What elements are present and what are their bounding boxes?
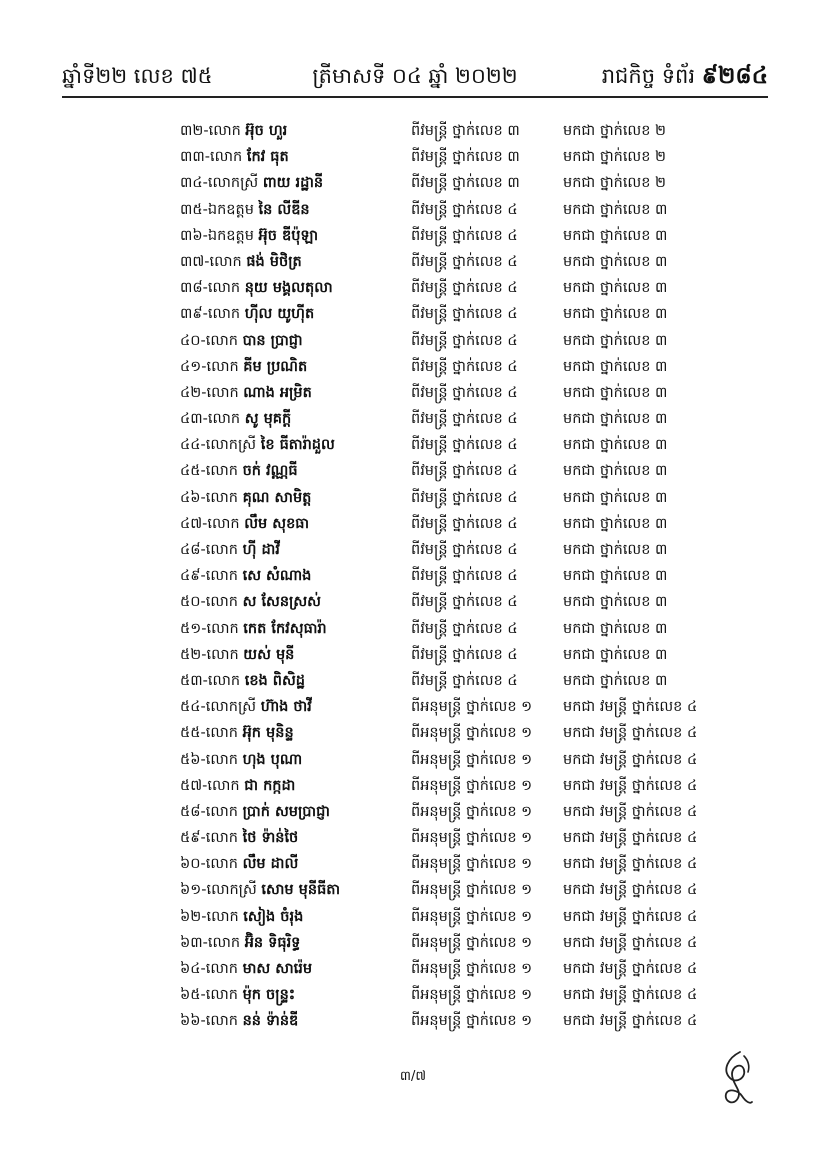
new-rank: មកជា វមន្ត្រី ថ្នាក់លេខ ៤ — [563, 803, 698, 820]
entry-number-title — [180, 1008, 298, 1034]
previous-rank: ពីវមន្ត្រី ថ្នាក់លេខ ៤ — [411, 646, 518, 663]
list-item — [0, 589, 826, 615]
entry-prefix: ៣៩-លោក — [180, 306, 241, 323]
entry-number-title — [180, 511, 309, 537]
entry-number-title — [180, 170, 323, 196]
person-name: ខេង ពិសិដ្ឋ — [244, 672, 305, 689]
new-rank: មកជា ថ្នាក់លេខ ២ — [563, 149, 667, 166]
entry-prefix: ៥៥-លោក — [180, 725, 238, 742]
entry-prefix: ៤៧-លោក — [180, 515, 240, 532]
new-rank: មកជា ថ្នាក់លេខ ៣ — [563, 227, 668, 244]
list-item — [0, 118, 826, 144]
entry-number-title — [180, 747, 302, 773]
previous-rank: ពីវមន្ត្រី ថ្នាក់លេខ ៣ — [411, 123, 520, 139]
entry-prefix: ៥៩-លោក — [180, 830, 238, 847]
previous-rank: ពីវមន្ត្រី ថ្នាក់លេខ ៤ — [411, 515, 518, 532]
list-item — [0, 747, 826, 773]
list-item — [0, 354, 826, 380]
entry-number-title — [180, 773, 295, 799]
list-item — [0, 511, 826, 537]
header-rule — [62, 96, 768, 98]
handwritten-initials-icon — [718, 1048, 756, 1110]
entry-prefix: ៤២-លោក — [180, 384, 239, 401]
person-name: ថៃ ទ៉ាន់ថៃ — [242, 830, 299, 847]
person-name: នៃ លីឌីន — [258, 201, 310, 218]
list-item — [0, 930, 826, 956]
person-name: ហ៊ាង ថាវី — [260, 699, 312, 716]
previous-rank: ពីអនុមន្ត្រី ថ្នាក់លេខ ១ — [411, 751, 533, 768]
list-item — [0, 642, 826, 668]
person-name: ស សែនស្រស់ — [242, 594, 321, 611]
entry-number-title — [180, 694, 312, 720]
new-rank: មកជា វមន្ត្រី ថ្នាក់លេខ ៤ — [563, 856, 698, 873]
entry-number-title — [180, 851, 298, 877]
entry-prefix: ៥៧-លោក — [180, 777, 240, 794]
previous-rank: ពីវមន្ត្រី ថ្នាក់លេខ ៤ — [411, 594, 518, 611]
entry-number-title — [180, 118, 287, 144]
person-name: ចក់ វណ្ណធី — [242, 463, 298, 480]
previous-rank: ពីវមន្ត្រី ថ្នាក់លេខ ៤ — [411, 437, 518, 454]
entry-prefix: ៣៦-ឯកឧត្តម — [180, 227, 254, 244]
new-rank: មកជា វមន្ត្រី ថ្នាក់លេខ ៤ — [563, 777, 698, 794]
person-name: ហ៊ីល យូហ៊ីត — [244, 306, 315, 323]
entry-prefix: ៤៤-លោកស្រី — [180, 437, 257, 454]
list-item — [0, 773, 826, 799]
person-name: កែវ ធុត — [246, 149, 289, 166]
previous-rank: ពីអនុមន្ត្រី ថ្នាក់លេខ ១ — [411, 934, 533, 951]
entry-prefix: ៦១-លោកស្រី — [180, 882, 257, 899]
new-rank: មកជា ថ្នាក់លេខ ៣ — [563, 201, 668, 218]
previous-rank: ពីអនុមន្ត្រី ថ្នាក់លេខ ១ — [411, 961, 533, 977]
entry-prefix: ៦៣-លោក — [180, 934, 241, 951]
entry-number-title — [180, 328, 303, 354]
person-name: គីម ប្រណិត — [243, 358, 308, 375]
entry-prefix: ៦៤-លោក — [180, 961, 238, 977]
entry-prefix: ៤៨-លោក — [180, 542, 238, 558]
entry-prefix: ៣៥-ឯកឧត្តម — [180, 201, 254, 218]
entry-number-title — [180, 354, 307, 380]
quarter-year: ត្រីមាសទី ០៤ ឆ្នាំ ២០២២ — [312, 64, 518, 88]
list-item — [0, 197, 826, 223]
person-name: គុណ សាមិត្ត — [242, 489, 312, 506]
list-item — [0, 877, 826, 903]
entry-number-title — [180, 406, 291, 432]
list-item — [0, 825, 826, 851]
entry-prefix: ៥៦-លោក — [180, 751, 238, 768]
new-rank: មកជា ថ្នាក់លេខ ៣ — [563, 515, 668, 532]
new-rank: មកជា ថ្នាក់លេខ ៣ — [563, 542, 668, 558]
page-ref — [602, 58, 768, 94]
entry-number-title — [180, 458, 298, 484]
entry-prefix: ៣៣-លោក — [180, 149, 243, 166]
previous-rank: ពីវមន្ត្រី ថ្នាក់លេខ ៣ — [411, 175, 520, 192]
new-rank: មកជា វមន្ត្រី ថ្នាក់លេខ ៤ — [563, 908, 698, 925]
entry-number-title — [180, 301, 314, 327]
person-name: ហ៊ី ដាវី — [242, 542, 280, 558]
entry-number-title — [180, 485, 311, 511]
entry-number-title — [180, 982, 295, 1008]
entry-number-title — [180, 877, 340, 903]
person-name: សូ មុគក្តី — [244, 411, 292, 428]
entry-number-title — [180, 197, 310, 223]
entry-prefix: ៥២-លោក — [180, 646, 239, 663]
previous-rank: ពីអនុមន្ត្រី ថ្នាក់លេខ ១ — [411, 725, 533, 742]
list-item — [0, 904, 826, 930]
person-name: ប្រាក់ សមប្រាជ្ញា — [242, 803, 330, 820]
previous-rank: ពីវមន្ត្រី ថ្នាក់លេខ ៤ — [411, 280, 518, 297]
list-item — [0, 616, 826, 642]
entry-number-title — [180, 563, 311, 589]
previous-rank: ពីវមន្ត្រី ថ្នាក់លេខ ៤ — [411, 201, 518, 218]
new-rank: មកជា ថ្នាក់លេខ ៣ — [563, 437, 668, 454]
person-name: លឹម សុខធា — [244, 515, 310, 532]
list-item — [0, 144, 826, 170]
entry-number-title — [180, 642, 294, 668]
new-rank: មកជា ថ្នាក់លេខ ៣ — [563, 280, 668, 297]
list-item — [0, 406, 826, 432]
person-name: ណាង អម្រិត — [243, 384, 312, 401]
previous-rank: ពីអនុមន្ត្រី ថ្នាក់លេខ ១ — [411, 1013, 533, 1030]
previous-rank: ពីវមន្ត្រី ថ្នាក់លេខ ៤ — [411, 672, 518, 689]
new-rank: មកជា ថ្នាក់លេខ ៣ — [563, 306, 668, 323]
entry-prefix: ៤៩-លោក — [180, 568, 238, 585]
list-item — [0, 249, 826, 275]
person-name: សៀង ចំរុង — [243, 908, 304, 925]
gazette-header — [62, 58, 768, 98]
person-name: ម៉ុក ចន្ទ្រះ — [242, 987, 296, 1004]
entry-prefix: ៥០-លោក — [180, 594, 238, 611]
previous-rank: ពីវមន្ត្រី ថ្នាក់លេខ ៤ — [411, 227, 518, 244]
list-item — [0, 223, 826, 249]
new-rank: មកជា ថ្នាក់លេខ ៣ — [563, 568, 668, 585]
entry-prefix: ៤០-លោក — [180, 332, 238, 349]
previous-rank: ពីវមន្ត្រី ថ្នាក់លេខ ៤ — [411, 332, 518, 349]
entry-number-title — [180, 380, 312, 406]
entry-prefix: ៣៨-លោក — [180, 280, 241, 297]
person-name: កេត កែវសុធារ៉ា — [243, 620, 327, 637]
person-name: សោម មុនីធីតា — [261, 882, 341, 899]
new-rank: មកជា ថ្នាក់លេខ ៣ — [563, 594, 668, 611]
previous-rank: ពីវមន្ត្រី ថ្នាក់លេខ ៤ — [411, 463, 518, 480]
list-item — [0, 380, 826, 406]
entry-prefix: ៣២-លោក — [180, 123, 241, 139]
entry-prefix: ៣៧-លោក — [180, 253, 242, 270]
entry-number-title — [180, 668, 305, 694]
new-rank: មកជា ថ្នាក់លេខ ២ — [563, 123, 667, 139]
person-name: ហុង បុណា — [242, 751, 303, 768]
entry-prefix: ៦៥-លោក — [180, 987, 238, 1004]
list-item — [0, 720, 826, 746]
list-item — [0, 694, 826, 720]
new-rank: មកជា វមន្ត្រី ថ្នាក់លេខ ៤ — [563, 934, 698, 951]
new-rank: មកជា វមន្ត្រី ថ្នាក់លេខ ៤ — [563, 751, 698, 768]
entry-prefix: ៤៣-លោក — [180, 411, 241, 428]
person-name: ជា កក្កដា — [244, 777, 296, 794]
entry-number-title — [180, 956, 312, 982]
person-name: អ៊ុច ហួរ — [245, 123, 288, 139]
list-item — [0, 301, 826, 327]
person-name: ផង់ មិថិត្រ — [246, 253, 302, 270]
person-name: អ៊ុច ឌីប៉ុឡា — [258, 227, 319, 244]
person-name: ពាយ រដ្ឋានី — [262, 175, 324, 192]
list-item — [0, 458, 826, 484]
person-name: មាស សារ៉េម — [242, 961, 313, 977]
new-rank: មកជា វមន្ត្រី ថ្នាក់លេខ ៤ — [563, 1013, 698, 1030]
previous-rank: ពីវមន្ត្រី ថ្នាក់លេខ ៤ — [411, 620, 518, 637]
previous-rank: ពីអនុមន្ត្រី ថ្នាក់លេខ ១ — [411, 882, 533, 899]
entry-prefix: ៤៥-លោក — [180, 463, 238, 480]
person-name: ខៃ ធីតារ៉ាដួល — [260, 437, 335, 454]
entry-prefix: ៦០-លោក — [180, 856, 238, 873]
previous-rank: ពីអនុមន្ត្រី ថ្នាក់លេខ ១ — [411, 830, 533, 847]
entry-prefix: ៥១-លោក — [180, 620, 239, 637]
person-name: នន់ ទ៉ាន់ឌី — [242, 1013, 299, 1030]
list-item — [0, 956, 826, 982]
previous-rank: ពីវមន្ត្រី ថ្នាក់លេខ ៤ — [411, 306, 518, 323]
person-name: សេ សំណាង — [242, 568, 312, 585]
list-item — [0, 982, 826, 1008]
person-name: នុយ មង្គលតុលា — [244, 280, 333, 297]
previous-rank: ពីវមន្ត្រី ថ្នាក់លេខ ៤ — [411, 253, 518, 270]
entry-prefix: ៥៨-លោក — [180, 803, 238, 820]
previous-rank: ពីវមន្ត្រី ថ្នាក់លេខ ៤ — [411, 489, 518, 506]
person-name: យស់ មុនី — [243, 646, 295, 663]
new-rank: មកជា ថ្នាក់លេខ ៣ — [563, 646, 668, 663]
entry-number-title — [180, 904, 303, 930]
new-rank: មកជា ថ្នាក់លេខ ៣ — [563, 384, 668, 401]
entry-prefix: ៥៤-លោកស្រី — [180, 699, 257, 716]
new-rank: មកជា វមន្ត្រី ថ្នាក់លេខ ៤ — [563, 725, 698, 742]
list-item — [0, 328, 826, 354]
person-name: បាន ប្រាជ្ញា — [242, 332, 303, 349]
new-rank: មកជា ថ្នាក់លេខ ៣ — [563, 411, 668, 428]
new-rank: មកជា ថ្នាក់លេខ ៣ — [563, 620, 668, 637]
new-rank: មកជា វមន្ត្រី ថ្នាក់លេខ ៤ — [563, 882, 698, 899]
entry-number-title — [180, 799, 330, 825]
previous-rank: ពីវមន្ត្រី ថ្នាក់លេខ ៤ — [411, 568, 518, 585]
new-rank: មកជា ថ្នាក់លេខ ៣ — [563, 358, 668, 375]
previous-rank: ពីអនុមន្ត្រី ថ្នាក់លេខ ១ — [411, 987, 533, 1004]
list-item — [0, 432, 826, 458]
entry-prefix: ៤១-លោក — [180, 358, 239, 375]
entry-number-title — [180, 825, 298, 851]
list-item — [0, 851, 826, 877]
issue-number: ឆ្នាំទី២២ លេខ ៧៥ — [62, 64, 213, 88]
page-counter: ៣/៧ — [399, 1069, 427, 1084]
list-item — [0, 1008, 826, 1034]
previous-rank: ពីអនុមន្ត្រី ថ្នាក់លេខ ១ — [411, 803, 533, 820]
appointment-list — [0, 118, 826, 1035]
list-item — [0, 170, 826, 196]
entry-number-title — [180, 275, 333, 301]
entry-number-title — [180, 589, 321, 615]
entry-number-title — [180, 223, 318, 249]
person-name: អ៊ុក មុនិន្ទ — [242, 725, 294, 742]
new-rank: មកជា ថ្នាក់លេខ ៣ — [563, 672, 668, 689]
list-item — [0, 275, 826, 301]
previous-rank: ពីអនុមន្ត្រី ថ្នាក់លេខ ១ — [411, 856, 533, 873]
person-name: អ៊ិន ទិធុរិទ្ធ — [244, 934, 301, 951]
previous-rank: ពីអនុមន្ត្រី ថ្នាក់លេខ ១ — [411, 908, 533, 925]
new-rank: មកជា វមន្ត្រី ថ្នាក់លេខ ៤ — [563, 987, 698, 1004]
list-item — [0, 537, 826, 563]
new-rank: មកជា ថ្នាក់លេខ ៣ — [563, 332, 668, 349]
entry-prefix: ៥៣-លោក — [180, 672, 241, 689]
new-rank: មកជា វមន្ត្រី ថ្នាក់លេខ ៤ — [563, 830, 698, 847]
new-rank: មកជា ថ្នាក់លេខ ៣ — [563, 489, 668, 506]
page-number: ៩២៨៤ — [701, 63, 768, 89]
previous-rank: ពីវមន្ត្រី ថ្នាក់លេខ ៤ — [411, 358, 518, 375]
entry-number-title — [180, 616, 327, 642]
previous-rank: ពីអនុមន្ត្រី ថ្នាក់លេខ ១ — [411, 699, 533, 716]
list-item — [0, 563, 826, 589]
entry-number-title — [180, 720, 294, 746]
entry-number-title — [180, 432, 335, 458]
new-rank: មកជា វមន្ត្រី ថ្នាក់លេខ ៤ — [563, 961, 698, 977]
list-item — [0, 668, 826, 694]
entry-prefix: ៣៤-លោកស្រី — [180, 175, 259, 192]
entry-number-title — [180, 249, 302, 275]
person-name: លឹម ដាលី — [242, 856, 299, 873]
previous-rank: ពីវមន្ត្រី ថ្នាក់លេខ ៣ — [411, 149, 520, 166]
entry-number-title — [180, 930, 300, 956]
previous-rank: ពីអនុមន្ត្រី ថ្នាក់លេខ ១ — [411, 777, 533, 794]
list-item — [0, 799, 826, 825]
entry-prefix: ៤៦-លោក — [180, 489, 238, 506]
new-rank: មកជា ថ្នាក់លេខ ៣ — [563, 463, 668, 480]
entry-number-title — [180, 144, 289, 170]
entry-number-title — [180, 537, 280, 563]
list-item — [0, 485, 826, 511]
new-rank: មកជា ថ្នាក់លេខ ២ — [563, 175, 667, 192]
new-rank: មកជា ថ្នាក់លេខ ៣ — [563, 253, 668, 270]
previous-rank: ពីវមន្ត្រី ថ្នាក់លេខ ៤ — [411, 411, 518, 428]
entry-prefix: ៦២-លោក — [180, 908, 239, 925]
new-rank: មកជា វមន្ត្រី ថ្នាក់លេខ ៤ — [563, 699, 698, 716]
previous-rank: ពីវមន្ត្រី ថ្នាក់លេខ ៤ — [411, 384, 518, 401]
page-label: រាជកិច្ច ទំព័រ — [601, 64, 696, 88]
previous-rank: ពីវមន្ត្រី ថ្នាក់លេខ ៤ — [411, 542, 518, 558]
entry-prefix: ៦៦-លោក — [180, 1013, 238, 1030]
